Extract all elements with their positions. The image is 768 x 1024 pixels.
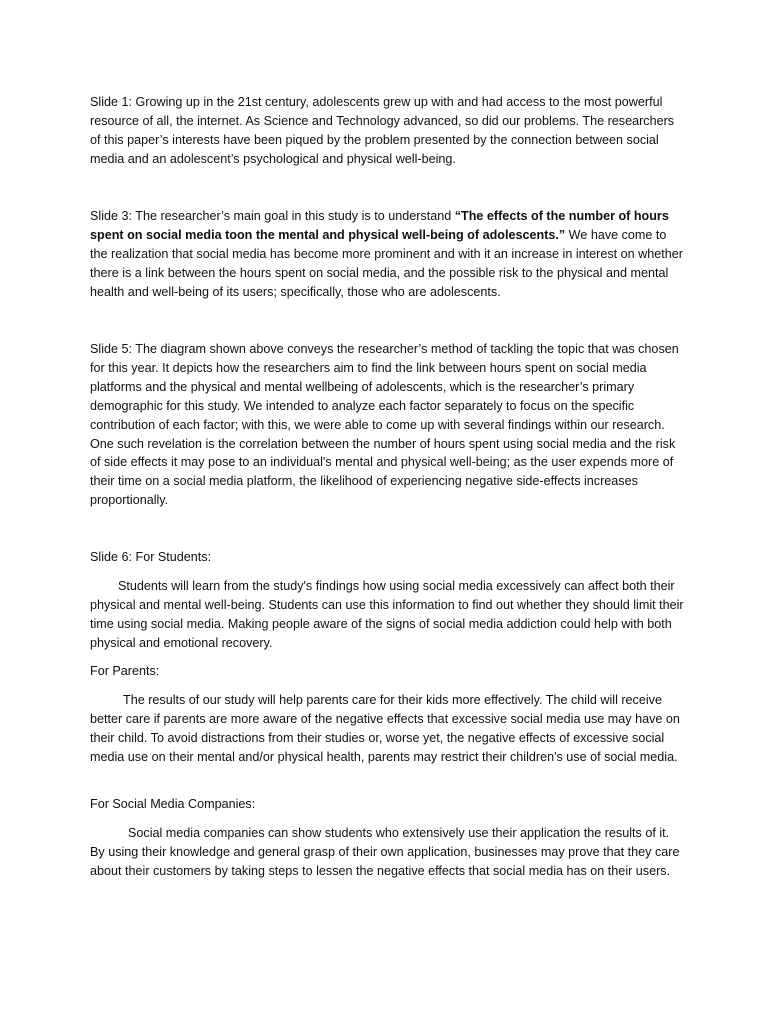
- slide-5-paragraph: Slide 5: The diagram shown above conveys the researcher’s method of tackling the topic that was chosen for this year. It depicts how the researchers aim to find the link between hours spent on social media platforms and the physical and mental wellbeing of adolescents, which is the researcher’s primary demographic for this study. We intended to analyze each factor separately to focus on the specific contribution of each factor; with this, we were able to come up with several findings within our research. One such revelation is the correlation between the number of hours spent using social media and the risk of side effects it may pose to an individual's mental and physical well-being; as the user expends more of their time on a social media platform, the likelihood of experiencing negative side-effects increases proportionally.: [90, 342, 679, 508]
- companies-heading: For Social Media Companies:: [90, 797, 256, 811]
- slide-1-paragraph: Slide 1: Growing up in the 21st century, adolescents grew up with and had access to the most powerful resource of all, the internet. As Science and Technology advanced, so did our problems. The researchers of this paper’s interests have been piqued by the problem presented by the connection between social media and an adolescent’s psychological and physical well-being.: [90, 95, 675, 166]
- slide-3-rest: We have come to the realization that social media has become more prominent and with it an increase in interest on whether there is a link between the hours spent on social media, and the possible risk to the physical and mental health and well-being of its users; specifically, those who are adolescents.: [90, 227, 683, 299]
- slide-3-intro: Slide 3: The researcher’s main goal in this study is to understand: [90, 209, 455, 223]
- slide-6-heading: Slide 6: For Students:: [90, 550, 212, 564]
- students-paragraph: Students will learn from the study's findings how using social media excessively can affect both their physical and mental well-being. Students can use this information to find out whether they should limit their time using social media. Making people aware of the signs of social media addiction could help with both physical and emotional recovery.: [90, 579, 684, 650]
- slide-3-goal-quote: “The effects of the number of hours spent on social media toon the mental and physical well-being of adolescents.”: [90, 209, 669, 242]
- slide-3-paragraph: [90, 207, 686, 302]
- companies-paragraph: Social media companies can show students who extensively use their application the results of it. By using their knowledge and general grasp of their own application, businesses may prove that they care about their customers by taking steps to lessen the negative effects that social media has on their users.: [90, 826, 680, 878]
- parents-heading: For Parents:: [90, 664, 160, 678]
- parents-paragraph: The results of our study will help parents care for their kids more effectively. The child will receive better care if parents are more aware of the negative effects that excessive social media use may have on their child. To avoid distractions from their studies or, worse yet, the negative effects of excessive social media use on their mental and/or physical health, parents may restrict their children's use of social media.: [90, 693, 680, 764]
